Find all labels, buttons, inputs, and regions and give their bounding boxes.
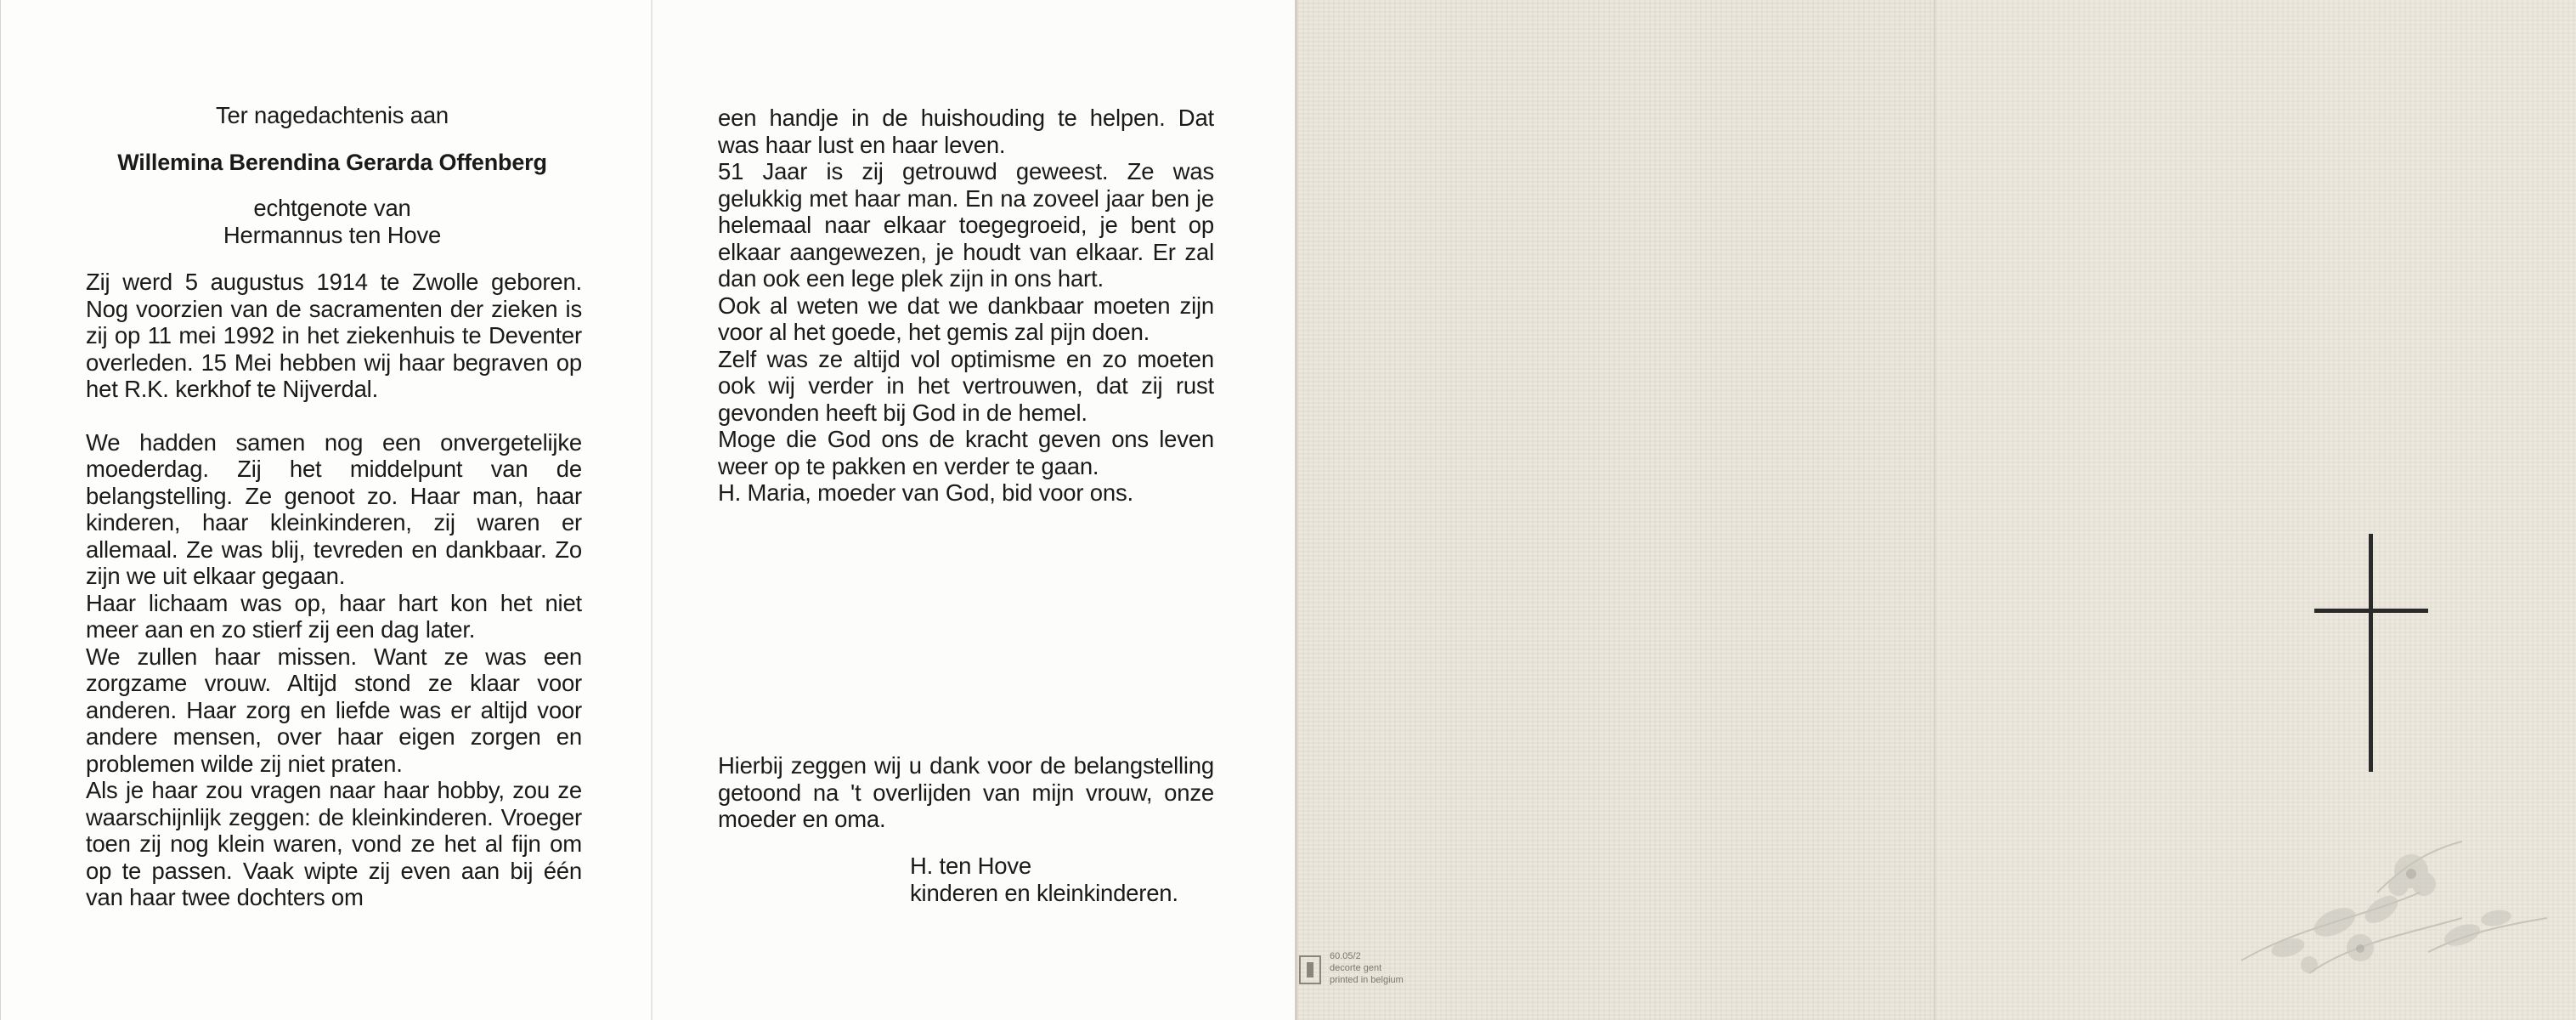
deceased-name: Willemina Berendina Gerarda Offenberg <box>117 149 547 175</box>
thanks-text: Hierbij zeggen wij u dank voor de belangstelling getoond na 't overlijden van mijn vrouw, onze moeder en oma. <box>718 752 1214 832</box>
biography-text <box>86 269 582 911</box>
paragraph-passing: Haar lichaam was op, haar hart kon het niet meer aan en zo stierf zij een dag later. <box>86 589 582 643</box>
paragraph-missing-her: We zullen haar missen. Want ze was een zorgzame vrouw. Altijd stond ze klaar voor anderen. Haar zorg en liefde was er altijd voor andere mensen, over haar eigen zorgen en problemen wilde zij niet praten. <box>86 643 582 777</box>
card-inner-left-panel <box>0 0 651 1020</box>
signer-name: H. ten Hove <box>910 853 1032 879</box>
paragraph-birth-death: Zij werd 5 augustus 1914 te Zwolle geboren. Nog voorzien van de sacramenten der zieken is zij op 11 mei 1992 in het ziekenhuis te Deventer overleden. 15 Mei hebben wij haar begraven op het R.K. kerkhof te Nijverdal. <box>86 269 582 402</box>
spouse-name: Hermannus ten Hove <box>223 221 442 248</box>
flower-decoration-icon <box>2207 790 2564 986</box>
card-front-panel <box>1934 0 2576 1020</box>
signer-family: kinderen en kleinkinderen. <box>910 879 1178 906</box>
paragraph-optimism: Zelf was ze altijd vol optimisme en zo moeten ook wij verder in het vertrouwen, dat zij rust gevonden heeft bij God in de hemel. <box>718 345 1214 426</box>
spouse-relation: echtgenote van <box>253 195 411 221</box>
printer-origin: printed in belgium <box>1330 975 1404 985</box>
printer-name: decorte gent <box>1330 963 1382 973</box>
memorial-text <box>718 105 1214 507</box>
printer-imprint <box>1330 950 1404 986</box>
paragraph-grateful: Ook al weten we dat we dankbaar moeten zijn voor al het goede, het gemis zal pijn doen. <box>718 292 1214 345</box>
paragraph-household: een handje in de huishouding te helpen. Dat was haar lust en haar leven. <box>718 105 1214 158</box>
paragraph-mothers-day: We hadden samen nog een onvergetelijke moederdag. Zij het middelpunt van de belangstelling. Ze genoot zo. Haar man, haar kinderen, haar kleinkinderen, zij waren er allemaal. Ze was blij, tevreden en dankbaar. Zo zijn we uit elkaar gegaan. <box>86 428 582 589</box>
paragraph-prayer-strength: Moge die God ons de kracht geven ons leven weer op te pakken en verder te gaan. <box>718 426 1214 479</box>
paragraph-prayer-maria: H. Maria, moeder van God, bid voor ons. <box>718 479 1133 506</box>
paragraph-marriage: 51 Jaar is zij getrouwd geweest. Ze was gelukkig met haar man. En na zoveel jaar ben je helemaal naar elkaar toegegroeid, je bent op elkaar aangewezen, je houdt van elkaar. Er zal dan ook een lege plek zijn in ons hart. <box>718 158 1214 292</box>
dedication-block <box>86 102 579 248</box>
card-back-panel <box>1295 0 1934 1020</box>
printer-logo-icon <box>1299 955 1321 984</box>
printer-mark <box>1299 950 1503 996</box>
dedication-line: Ter nagedachtenis aan <box>215 102 449 128</box>
cross-icon <box>2314 534 2428 772</box>
printer-code: 60.05/2 <box>1330 951 1361 961</box>
card-inner-right-panel <box>651 0 1295 1020</box>
paragraph-hobby: Als je haar zou vragen naar haar hobby, zou ze waarschijnlijk zeggen: de kleinkinderen. Vroeger toen zij nog klein waren, vond ze het al fijn om op te passen. Vaak wipte zij even aan bij één van haar twee dochters om <box>86 777 582 910</box>
signature-block <box>910 853 1178 906</box>
